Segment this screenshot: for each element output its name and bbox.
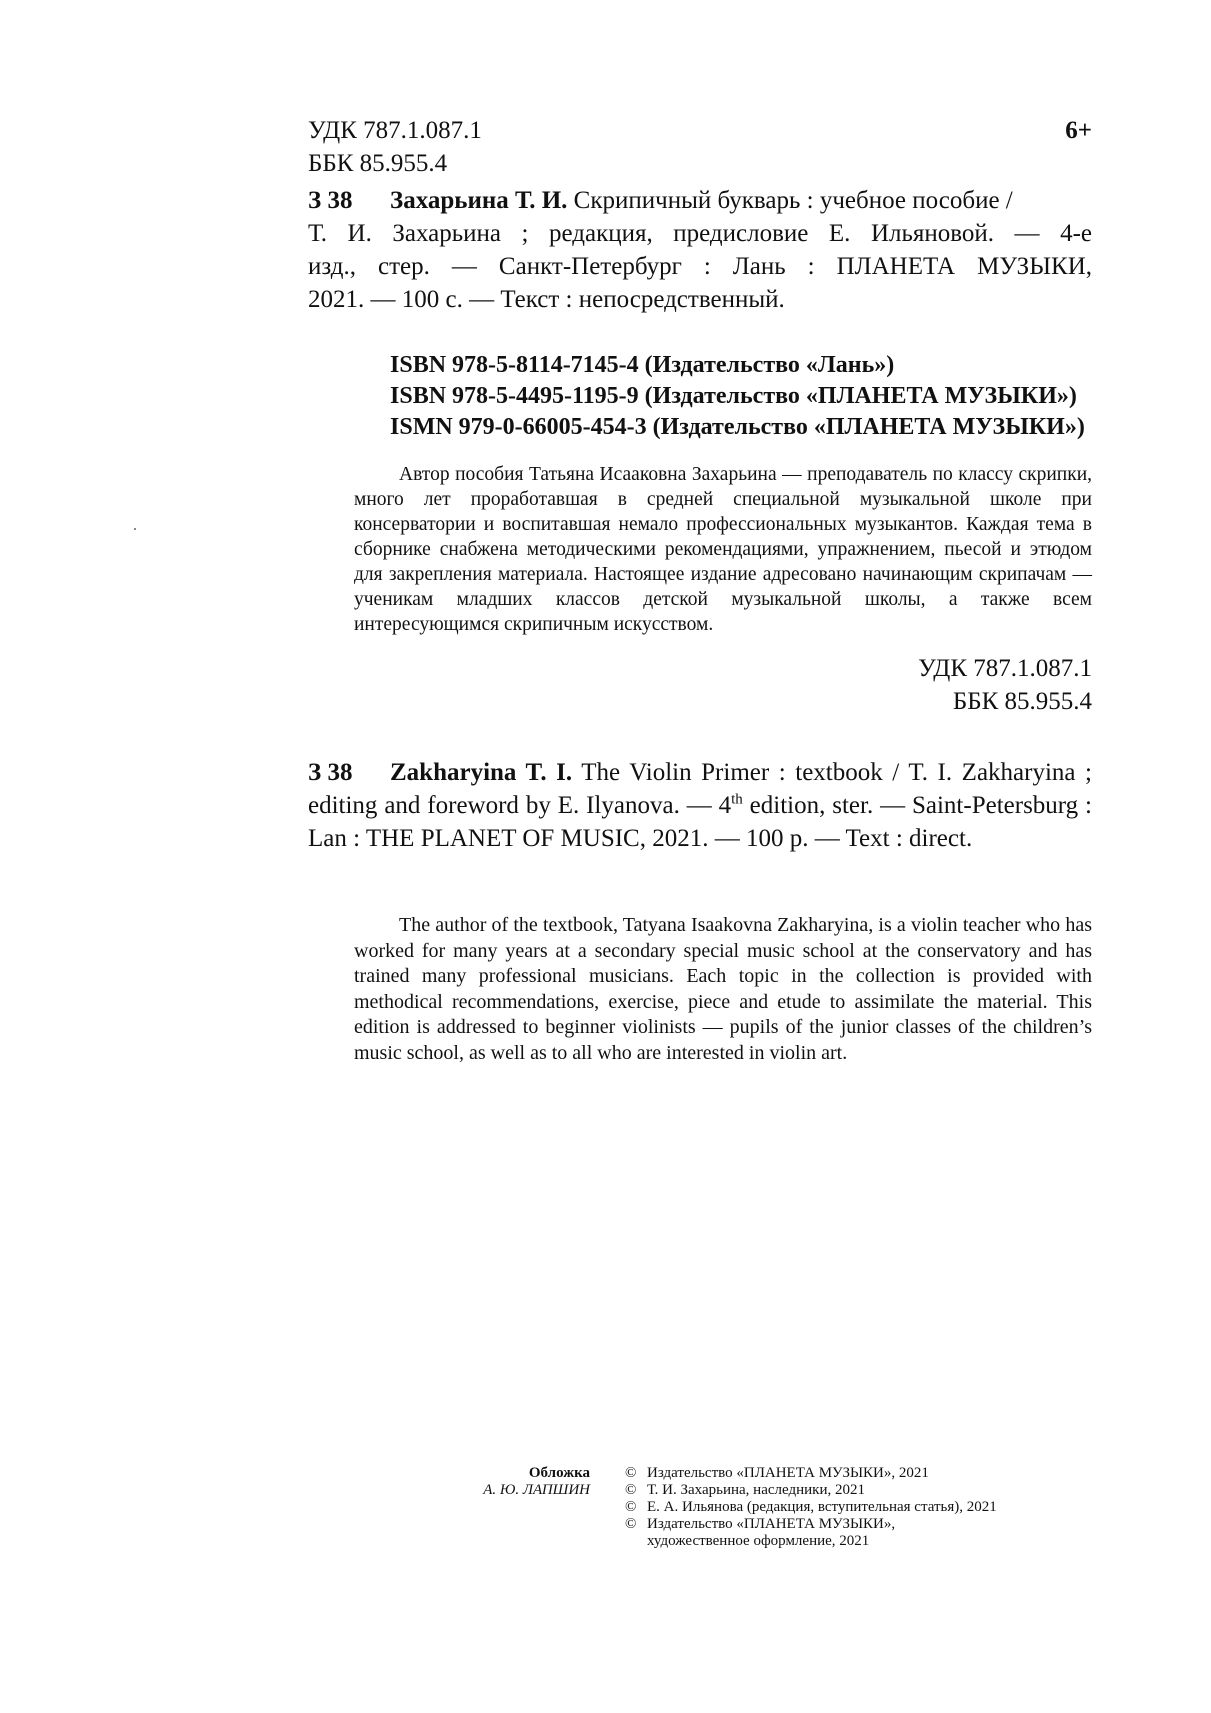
- ru-entry-author: Захарьина Т. И.: [390, 187, 568, 214]
- copyright-text: Издательство «ПЛАНЕТА МУЗЫКИ», 2021: [647, 1465, 929, 1481]
- copyright-symbol: ©: [625, 1516, 637, 1532]
- udk-code: УДК 787.1.087.1: [308, 117, 482, 144]
- copyright-symbol: ©: [625, 1465, 637, 1481]
- cover-credit: [420, 1465, 590, 1499]
- en-annotation-text: The author of the textbook, Tatyana Isaakovna Zakharyina, is a violin teacher who has worked for many years at a secondary special music school at the conservatory and has trained many professional musicians. Each topic in the collection is provided with methodical recommendations, exercise, piece and etude to assimilate the material. This edition is addressed to beginner violinists — pupils of the junior classes of the children’s music school, as well as to all who are interested in violin art.: [354, 914, 1092, 1064]
- ru-entry-index: З 38: [308, 187, 353, 214]
- copyright-block: [625, 1465, 997, 1550]
- en-bibliographic-entry: [308, 756, 1092, 855]
- en-entry-superscript: th: [731, 791, 743, 808]
- copyright-line: [625, 1499, 997, 1516]
- ru-entry-line4: 2021. — 100 с. — Текст : непосредственный.: [308, 286, 785, 313]
- en-entry-text-1: The Violin Primer : textbook / T. I. Zakharyina ; editing and foreword by E. Ilyanova. — 4: [308, 759, 1093, 819]
- copyright-text: Издательство «ПЛАНЕТА МУЗЫКИ»,: [647, 1516, 896, 1532]
- cover-credit-label: Обложка: [528, 1465, 590, 1481]
- copyright-symbol: ©: [625, 1482, 637, 1498]
- en-annotation: [354, 913, 1092, 1066]
- ru-entry-line3: изд., стер. — Санкт-Петербург : Лань : ПЛАНЕТА МУЗЫКИ,: [308, 253, 1092, 280]
- identifier-list: [390, 350, 1085, 443]
- copyright-text: Т. И. Захарьина, наследники, 2021: [647, 1482, 865, 1498]
- scan-speck: [134, 528, 136, 530]
- classification-block-top: [308, 114, 482, 180]
- bbk-code-right: ББК 85.955.4: [952, 688, 1092, 715]
- en-entry-text-2: edition, ster. — Saint-Petersburg : Lan : THE PLANET OF MUSIC, 2021. — 100 p. — Text : direct.: [308, 792, 1092, 852]
- udk-code-right: УДК 787.1.087.1: [918, 655, 1092, 682]
- cover-credit-name: А. Ю. ЛАПШИН: [483, 1482, 590, 1498]
- ru-entry-line2: Т. И. Захарьина ; редакция, предисловие Е. Ильяновой. — 4-е: [308, 220, 1092, 247]
- bbk-code: ББК 85.955.4: [308, 150, 448, 177]
- ru-annotation: [354, 462, 1092, 637]
- en-entry-author: Zakharyina T. I.: [390, 759, 573, 786]
- age-rating: 6+: [1065, 117, 1092, 144]
- ismn-planeta: ISMN 979-0-66005-454-3 (Издательство «ПЛАНЕТА МУЗЫКИ»): [390, 414, 1085, 440]
- isbn-planeta: ISBN 978-5-4495-1195-9 (Издательство «ПЛАНЕТА МУЗЫКИ»): [390, 383, 1077, 409]
- copyright-symbol: ©: [625, 1499, 637, 1515]
- copyright-line: [625, 1516, 997, 1533]
- copyright-line: [625, 1482, 997, 1499]
- copyright-text: художественное оформление, 2021: [647, 1533, 870, 1549]
- ru-bibliographic-entry: [308, 184, 1092, 316]
- ru-annotation-text: Автор пособия Татьяна Исааковна Захарьина — преподаватель по классу скрипки, много лет проработавшая в средней специальной музыкальной школе при консерватории и воспитавшая немало профессиональных музыкантов. Каждая тема в сборнике снабжена методическими рекомендациями, упражнением, пьесой и этюдом для закрепления материала. Настоящее издание адресовано начинающим скрипачам — ученикам младших классов детской музыкальной школы, а также всем интересующимся скрипичным искусством.: [354, 464, 1092, 635]
- copyright-line: [625, 1465, 997, 1482]
- copyright-line: [625, 1533, 997, 1550]
- ru-entry-title: Скрипичный букварь : учебное пособие /: [567, 187, 1013, 214]
- copyright-symbol: [625, 1533, 647, 1550]
- en-entry-index: З 38: [308, 759, 353, 786]
- copyright-text: Е. А. Ильянова (редакция, вступительная статья), 2021: [647, 1499, 997, 1515]
- isbn-lan: ISBN 978-5-8114-7145-4 (Издательство «Лань»): [390, 352, 895, 378]
- classification-block-right: [918, 652, 1092, 718]
